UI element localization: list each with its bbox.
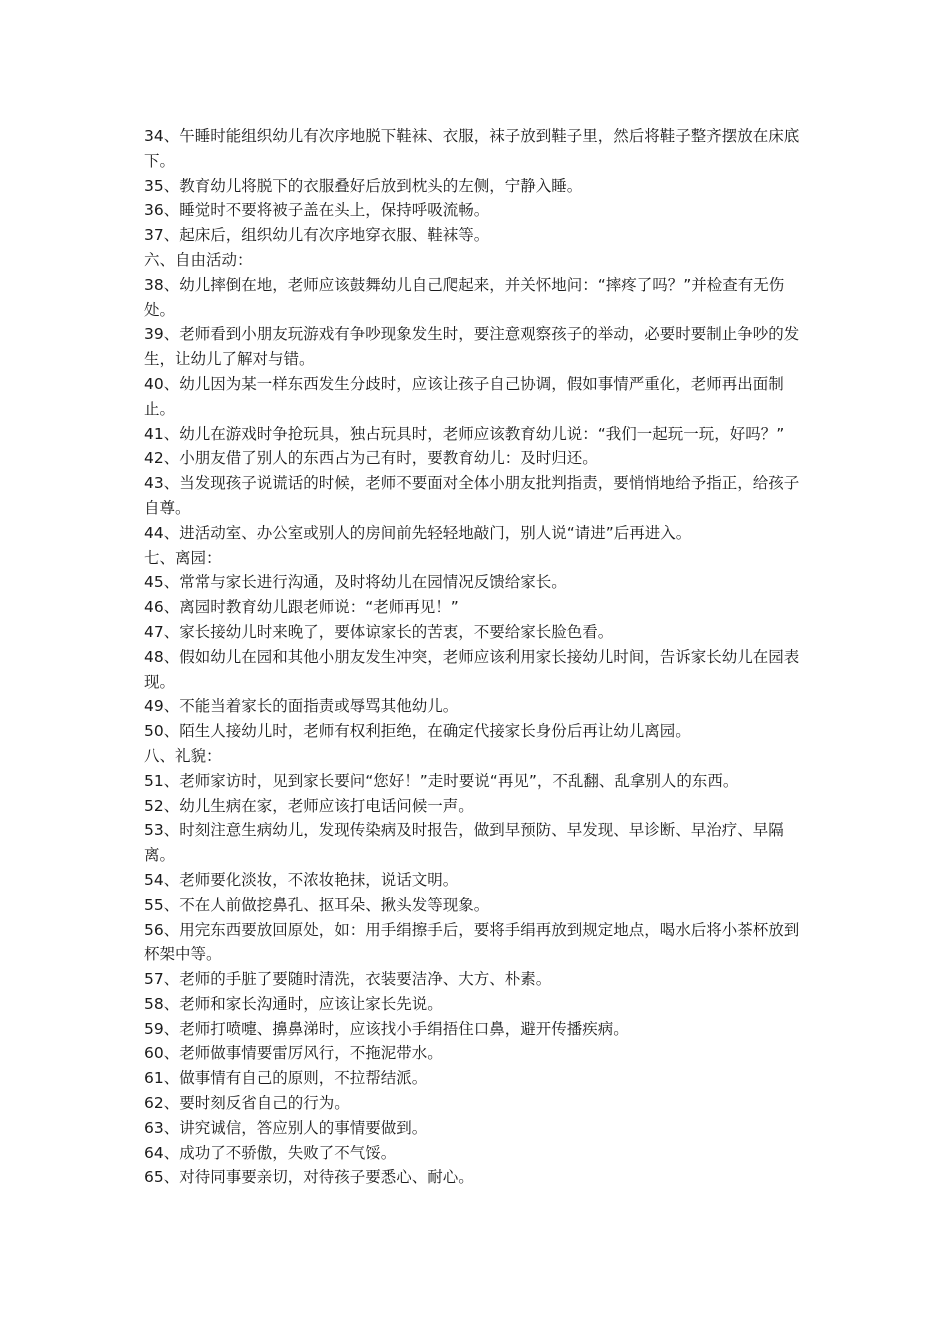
paragraph-item-45: 45、常常与家长进行沟通，及时将幼儿在园情况反馈给家长。 bbox=[144, 573, 567, 592]
paragraph-item-40: 40、幼儿因为某一样东西发生分歧时，应该让孩子自己协调，假如事情严重化，老师再出面制止。 bbox=[144, 374, 784, 418]
paragraph-item-50: 50、陌生人接幼儿时，老师有权利拒绝，在确定代接家长身份后再让幼儿离园。 bbox=[144, 722, 691, 741]
paragraph-item-51: 51、老师家访时，见到家长要问“您好！”走时要说“再见”，不乱翻、乱拿别人的东西。 bbox=[144, 771, 739, 790]
paragraph-item-54: 54、老师要化淡妆，不浓妆艳抹，说话文明。 bbox=[144, 870, 459, 889]
paragraph-item-41: 41、幼儿在游戏时争抢玩具，独占玩具时，老师应该教育幼儿说：“我们一起玩一玩，好吗？” bbox=[144, 424, 785, 443]
paragraph-item-62: 62、要时刻反省自己的行为。 bbox=[144, 1094, 350, 1113]
paragraph-item-34: 34、午睡时能组织幼儿有次序地脱下鞋袜、衣服，袜子放到鞋子里，然后将鞋子整齐摆放在床底下。 bbox=[144, 127, 800, 170]
paragraph-item-36: 36、睡觉时不要将被子盖在头上，保持呼吸流畅。 bbox=[144, 201, 490, 220]
paragraph-item-46: 46、离园时教育幼儿跟老师说：“老师再见！” bbox=[144, 598, 459, 617]
paragraph-item-58: 58、老师和家长沟通时，应该让家长先说。 bbox=[144, 994, 443, 1013]
paragraph-item-49: 49、不能当着家长的面指责或辱骂其他幼儿。 bbox=[144, 697, 459, 716]
section-heading-leaving: 七、离园： bbox=[144, 548, 222, 567]
section-heading-free-activity: 六、自由活动： bbox=[144, 250, 253, 269]
paragraph-item-65: 65、对待同事要亲切，对待孩子要悉心、耐心。 bbox=[144, 1168, 474, 1187]
paragraph-item-42: 42、小朋友借了别人的东西占为己有时，要教育幼儿：及时归还。 bbox=[144, 449, 598, 468]
paragraph-item-53: 53、时刻注意生病幼儿，发现传染病及时报告，做到早预防、早发现、早诊断、早治疗、早隔离。 bbox=[144, 821, 784, 865]
paragraph-item-56: 56、用完东西要放回原处，如：用手绢擦手后，要将手绢再放到规定地点，喝水后将小茶杯放到杯架中等。 bbox=[144, 920, 800, 964]
paragraph-item-44: 44、进活动室、办公室或别人的房间前先轻轻地敲门，别人说“请进”后再进入。 bbox=[144, 523, 692, 542]
paragraph-item-35: 35、教育幼儿将脱下的衣服叠好后放到枕头的左侧，宁静入睡。 bbox=[144, 176, 583, 195]
paragraph-item-59: 59、老师打喷嚏、擤鼻涕时，应该找小手绢捂住口鼻，避开传播疾病。 bbox=[144, 1019, 629, 1038]
paragraph-item-47: 47、家长接幼儿时来晚了，要体谅家长的苦衷，不要给家长脸色看。 bbox=[144, 622, 614, 641]
paragraph-item-55: 55、不在人前做挖鼻孔、抠耳朵、揪头发等现象。 bbox=[144, 895, 490, 914]
paragraph-item-64: 64、成功了不骄傲，失败了不气馁。 bbox=[144, 1143, 397, 1162]
paragraph-item-63: 63、讲究诚信，答应别人的事情要做到。 bbox=[144, 1118, 428, 1137]
paragraph-item-38: 38、幼儿摔倒在地，老师应该鼓舞幼儿自己爬起来，并关怀地问：“摔疼了吗？”并检查有无伤处。 bbox=[144, 275, 785, 319]
section-heading-manners: 八、礼貌： bbox=[144, 746, 222, 765]
paragraph-item-39: 39、老师看到小朋友玩游戏有争吵现象发生时，要注意观察孩子的举动，必要时要制止争吵的发生，让幼儿了解对与错。 bbox=[144, 325, 800, 369]
paragraph-item-60: 60、老师做事情要雷厉风行，不拖泥带水。 bbox=[144, 1044, 443, 1063]
paragraph-item-61: 61、做事情有自己的原则，不拉帮结派。 bbox=[144, 1069, 428, 1088]
paragraph-item-52: 52、幼儿生病在家，老师应该打电话问候一声。 bbox=[144, 796, 474, 815]
paragraph-item-37: 37、起床后，组织幼儿有次序地穿衣服、鞋袜等。 bbox=[144, 226, 490, 245]
paragraph-item-57: 57、老师的手脏了要随时清洗，衣装要洁净、大方、朴素。 bbox=[144, 970, 552, 989]
document-body bbox=[144, 124, 812, 1190]
paragraph-item-48: 48、假如幼儿在园和其他小朋友发生冲突，老师应该利用家长接幼儿时间，告诉家长幼儿在园表现。 bbox=[144, 647, 800, 691]
paragraph-item-43: 43、当发现孩子说谎话的时候，老师不要面对全体小朋友批判指责，要悄悄地给予指正，给孩子自尊。 bbox=[144, 474, 800, 517]
